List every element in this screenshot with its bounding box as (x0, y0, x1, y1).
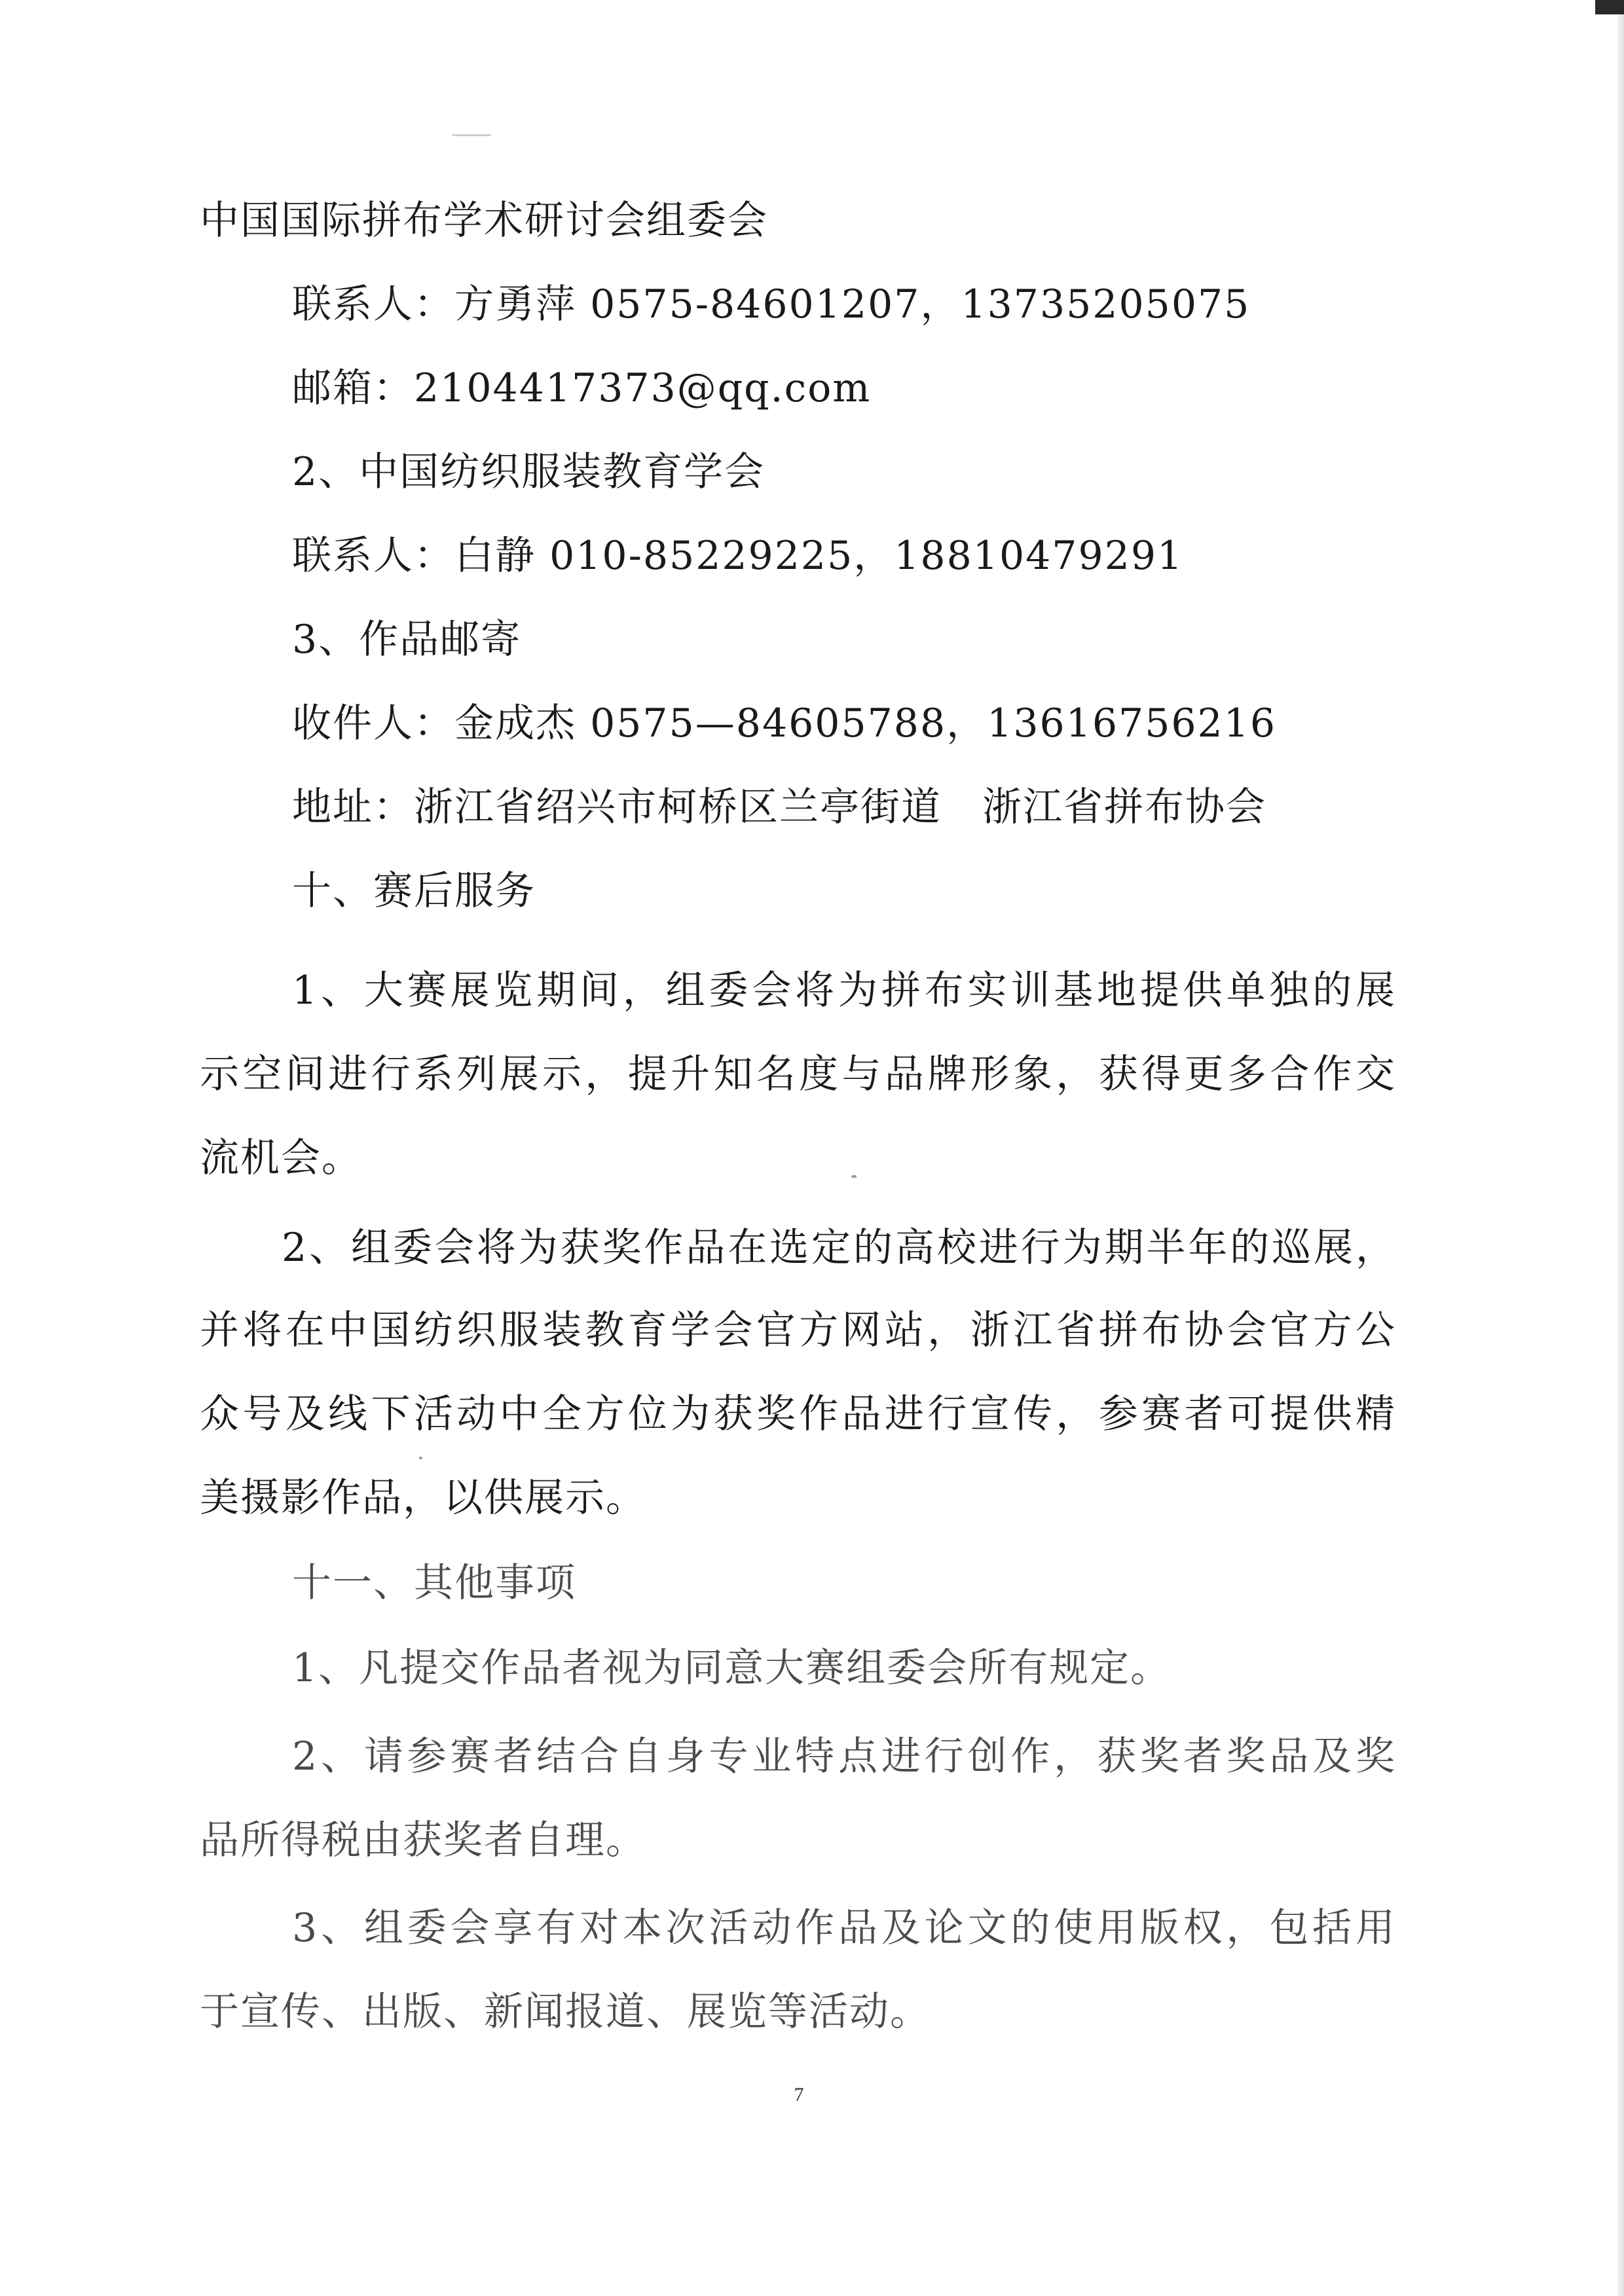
paragraph-2-line-4: 美摄影作品，以供展示。 (200, 1475, 646, 1521)
paragraph-2-line-1: 2、组委会将为获奖作品在选定的高校进行为期半年的巡展， (282, 1225, 1395, 1271)
rule-item-2-line-2: 品所得税由获奖者自理。 (200, 1817, 646, 1863)
paragraph-1-line-3: 流机会。 (200, 1135, 362, 1181)
page-number: 7 (794, 2084, 804, 2105)
scan-corner-mark (1595, 0, 1624, 14)
rule-item-2-line-1: 2、请参赛者结合自身专业特点进行创作，获奖者奖品及奖 (292, 1734, 1395, 1779)
email-line: 邮箱：2104417373@qq.com (292, 365, 872, 411)
section-item-2: 2、中国纺织服装教育学会 (292, 449, 766, 495)
paragraph-2-line-2: 并将在中国纺织服装教育学会官方网站，浙江省拼布协会官方公 (200, 1307, 1395, 1353)
section-heading-11: 十一、其他事项 (292, 1560, 576, 1606)
section-item-3: 3、作品邮寄 (292, 617, 522, 663)
recipient-line: 收件人：金成杰 0575—84605788，13616756216 (292, 701, 1277, 746)
scan-speck (452, 134, 491, 136)
paragraph-1-line-2: 示空间进行系列展示，提升知名度与品牌形象，获得更多合作交 (200, 1051, 1395, 1097)
contact-line-1: 联系人：方勇萍 0575-84601207，13735205075 (292, 282, 1251, 327)
scan-edge (1617, 0, 1624, 2296)
rule-item-3-line-2: 于宣传、出版、新闻报道、展览等活动。 (200, 1989, 931, 2035)
section-heading-10: 十、赛后服务 (292, 868, 536, 914)
scan-speck (851, 1175, 857, 1178)
rule-item-1: 1、凡提交作品者视为同意大赛组委会所有规定。 (292, 1645, 1172, 1691)
organizer-name: 中国国际拼布学术研讨会组委会 (200, 198, 768, 244)
paragraph-2-line-3: 众号及线下活动中全方位为获奖作品进行宣传，参赛者可提供精 (200, 1391, 1395, 1437)
paragraph-1-line-1: 1、大赛展览期间，组委会将为拼布实训基地提供单独的展 (292, 968, 1395, 1013)
rule-item-3-line-1: 3、组委会享有对本次活动作品及论文的使用版权，包括用 (292, 1905, 1395, 1951)
address-line: 地址：浙江省绍兴市柯桥区兰亭街道 浙江省拼布协会 (292, 784, 1266, 830)
contact-line-2: 联系人：白静 010-85229225，18810479291 (292, 533, 1184, 579)
scan-speck (419, 1457, 422, 1459)
